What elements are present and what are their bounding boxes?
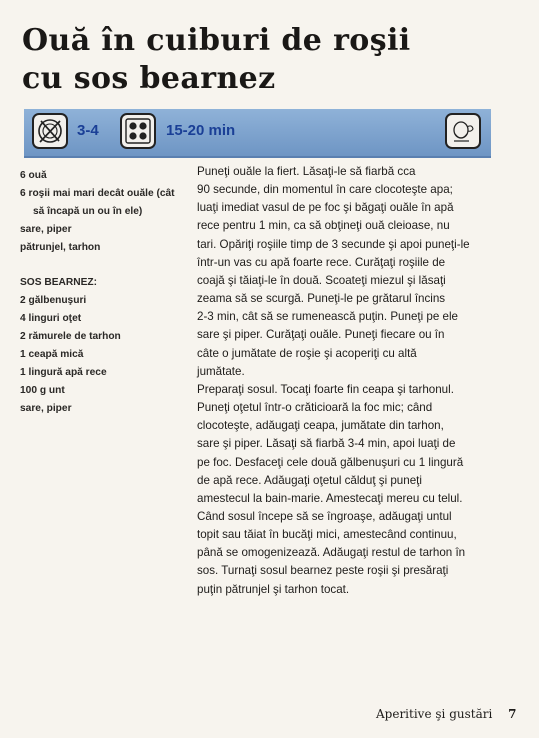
method-line: câte o jumătate de roşie şi acoperiţi cu altă: [197, 346, 417, 360]
method-line: sos. Turnaţi sosul bearnez peste roşii şi presăraţi: [197, 564, 449, 578]
servings-count: 3-4: [77, 122, 99, 139]
ingredient-item: pătrunjel, tarhon: [20, 242, 101, 253]
ingredient-item: 6 ouă: [20, 170, 47, 181]
sauce-ingredient-item: 1 ceapă mică: [20, 349, 84, 360]
method-line: Puneţi ouăle la fiert. Lăsaţi-le să fiarbă cca: [197, 165, 416, 178]
method-line: Puneţi oţetul într-o crăticioară la foc mic; când: [197, 401, 433, 415]
method-text: [197, 163, 497, 599]
method-line: clocoteşte, adăugaţi ceapa, jumătate din tarhon,: [197, 419, 444, 433]
sauce-ingredient-item: 1 lingură apă rece: [20, 367, 107, 378]
sauce-ingredient-item: 2 gălbenuşuri: [20, 295, 87, 306]
method-line: 2-3 min, cât să se rumenească puţin. Puneţi pe ele: [197, 310, 459, 324]
method-line: Când sosul începe să se îngroaşe, adăugaţi untul: [197, 509, 452, 523]
method-line: 90 secunde, din momentul în care clocoteşte apa;: [197, 183, 453, 197]
page-footer: [376, 707, 517, 721]
cooking-time: 15-20 min: [166, 122, 236, 139]
method-line: tari. Opăriţi roşiile timp de 3 secunde şi apoi puneţi-le: [197, 237, 470, 251]
recipe-info-bar: [24, 109, 491, 158]
method-line: topit sau tăiat în bucăţi mici, amestecând continuu,: [197, 528, 457, 542]
method-line: Preparaţi sosul. Tocaţi foarte fin ceapa şi tarhonul.: [197, 382, 454, 396]
method-line: sare şi piper. Curăţaţi ouăle. Puneţi fiecare ou în: [197, 328, 445, 342]
sauce-ingredient-item: sare, piper: [20, 403, 72, 414]
method-line: de apă rece. Adăugaţi oţetul călduţ şi puneţi: [197, 473, 422, 487]
method-line: amestecul la bain-marie. Amestecaţi mereu cu telul.: [197, 491, 463, 505]
method-line: într-un vas cu apă foarte rece. Curăţaţi roşiile de: [197, 255, 446, 269]
method-line: pe foc. Desfaceţi cele două gălbenuşuri cu 1 lingură: [197, 455, 464, 469]
plate-cutlery-icon: [32, 113, 68, 149]
ingredient-item-continued: să încapă un ou în ele): [33, 206, 143, 217]
title-line-2: cu sos bearnez: [22, 61, 276, 96]
ingredients-list: [20, 167, 190, 418]
method-line: până se omogenizează. Adăugaţi restul de tarhon în: [197, 546, 466, 560]
method-line: sare şi piper. Lăsaţi să fiarbă 3-4 min, apoi luaţi de: [197, 437, 456, 451]
sauce-heading: SOS BEARNEZ:: [20, 277, 97, 288]
method-line: rece pentru 1 min, ca să obţineţi ouă cleioase, nu: [197, 219, 450, 233]
method-line: zeama să se scurgă. Puneţi-le pe grătarul încins: [197, 292, 446, 306]
section-name: Aperitive şi gustări: [376, 707, 493, 721]
method-line: jumătate.: [197, 364, 245, 378]
ingredient-item: 6 roşii mai mari decât ouăle (cât: [20, 188, 175, 199]
egg-cup-icon: [445, 113, 481, 149]
page-number: 7: [508, 707, 517, 721]
hob-icon: [120, 113, 156, 149]
method-line: coajă şi tăiaţi-le în două. Scoateţi miezul şi lăsaţi: [197, 273, 446, 287]
sauce-ingredient-item: 4 linguri oţet: [20, 313, 82, 324]
title-line-1: Ouă în cuiburi de roşii: [22, 23, 411, 58]
ingredient-item: sare, piper: [20, 224, 72, 235]
recipe-title: [22, 22, 522, 98]
method-line: luaţi imediat vasul de pe foc şi băgaţi ouăle în apă: [197, 201, 454, 215]
sauce-ingredient-item: 2 rămurele de tarhon: [20, 331, 121, 342]
method-line: puţin pătrunjel şi tarhon tocat.: [197, 582, 350, 596]
sauce-ingredient-item: 100 g unt: [20, 385, 65, 396]
